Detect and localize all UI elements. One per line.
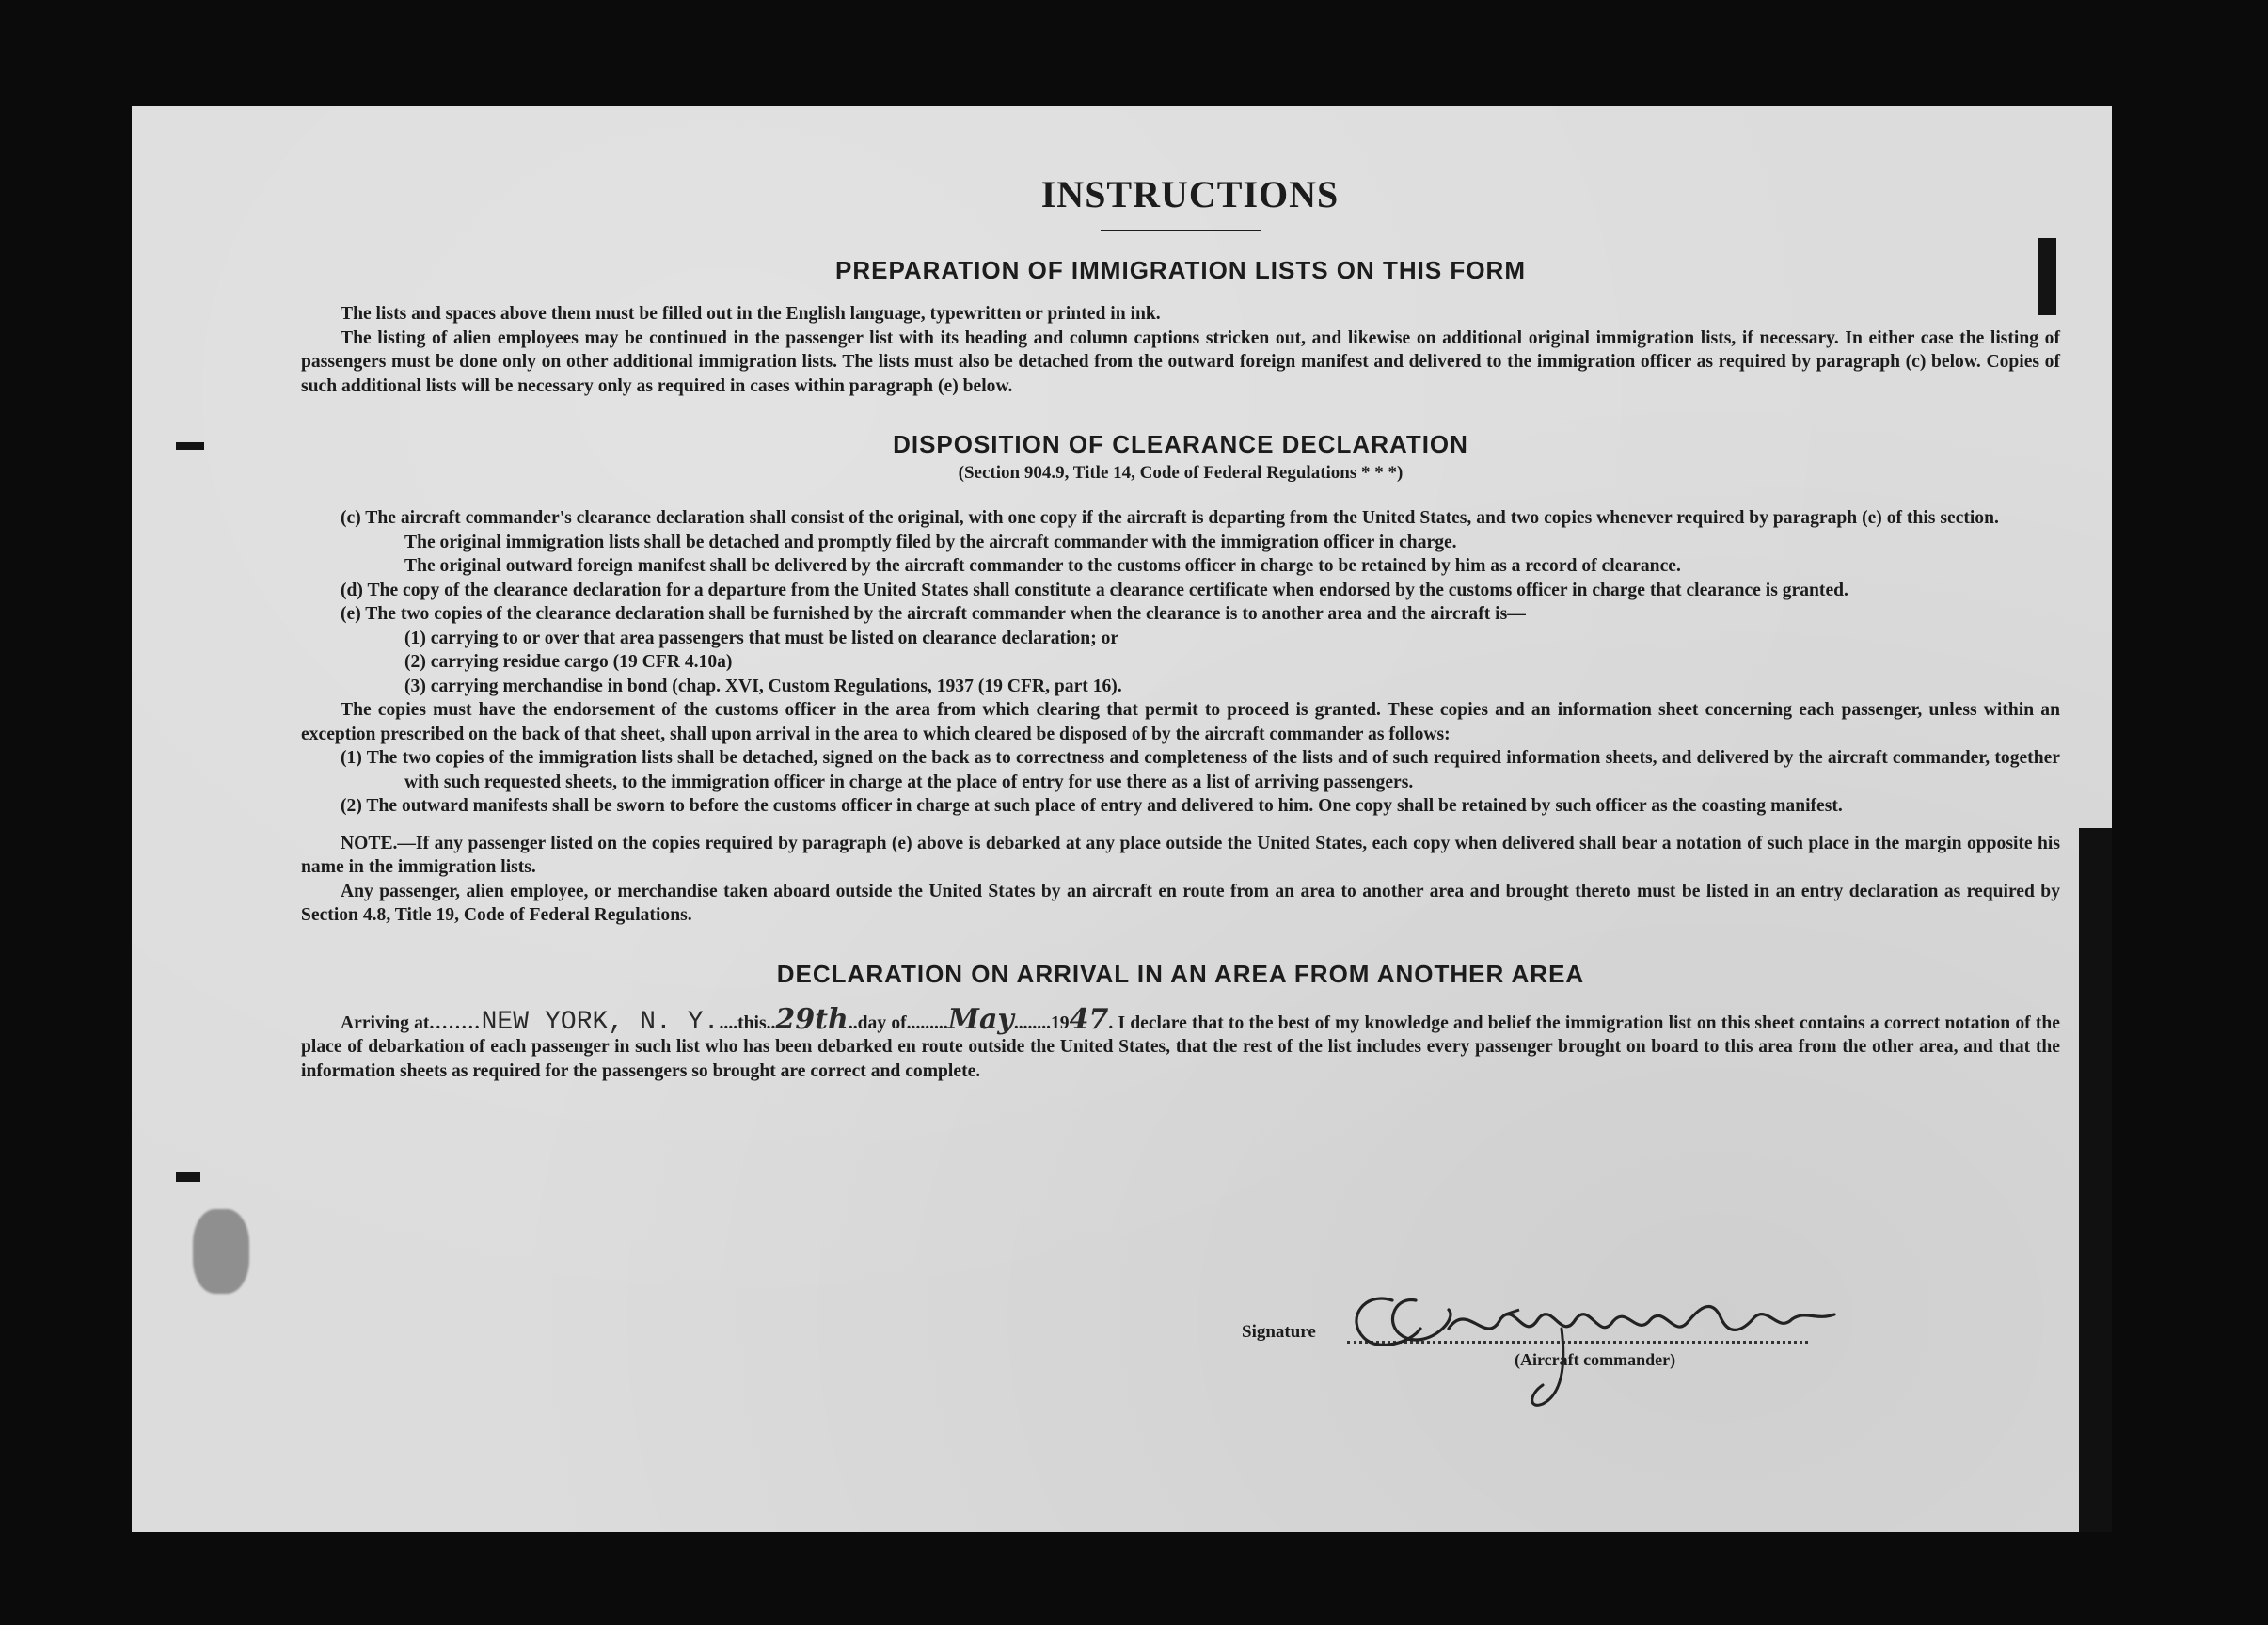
- paragraph-e-2: (2) carrying residue cargo (19 CFR 4.10a): [404, 652, 733, 672]
- paragraph-english-language: The lists and spaces above them must be filled out in the English language, typewritten or printed in ink.: [341, 304, 1161, 324]
- paragraph-c-immigration-lists: The original immigration lists shall be detached and promptly filed by the aircraft commander with the immigration officer in charge.: [404, 532, 1457, 552]
- paragraph-e: (e) The two copies of the clearance declaration shall be furnished by the aircraft commander when the clearance is to another area and the aircraft is—: [341, 604, 1526, 624]
- document-page: [132, 106, 2112, 1532]
- title-divider: [1101, 230, 1261, 231]
- day-of-label: day of: [857, 1012, 907, 1033]
- signature-label: Signature: [1242, 1322, 1316, 1342]
- section-heading-declaration: DECLARATION ON ARRIVAL IN AN AREA FROM ANOTHER AREA: [776, 959, 1585, 988]
- paragraph-any-passenger: Any passenger, alien employee, or merchandise taken aboard outside the United States by an aircraft en route from an area to another area and brought thereto must be listed in an entry declaration as required by Section 4.8, Title 19, Code of Federal Regulations.: [301, 881, 2060, 925]
- paragraph-d: (d) The copy of the clearance declaration for a departure from the United States shall constitute a clearance certificate when endorsed by the customs officer in charge that clearance is granted.: [341, 580, 1848, 600]
- torn-edge-mark: [2038, 238, 2056, 315]
- signature-caption: (Aircraft commander): [1515, 1350, 1676, 1369]
- paragraph-disposal-2: (2) The outward manifests shall be sworn to before the customs officer in charge at such place of entry and delivered to him. One copy shall be retained by such officer as the coasting manifest.: [341, 796, 1843, 816]
- handwritten-signature: [1326, 1263, 1853, 1423]
- section-subheading-regulation: (Section 904.9, Title 14, Code of Federal Regulations * * *): [958, 463, 1404, 483]
- this-label: this: [737, 1012, 767, 1033]
- year-prefix: 19: [1051, 1012, 1070, 1033]
- declaration-text: I declare that to the best of my knowledge and belief the immigration list on this sheet contains a correct notation of the place of debarkation of each passenger in such list who has been debarked en route outside the United States, that the rest of the list includes every passenger brought on board to this area from the other area, and that the information sheets as required for the passengers so brought are correct and complete.: [301, 1012, 2060, 1081]
- ink-smudge: [193, 1209, 249, 1294]
- instructions-content: [301, 172, 2060, 1083]
- paragraph-disposal-1: (1) The two copies of the immigration lists shall be detached, signed on the back as to correctness and completeness of the lists and of such required information sheets, and delivered by the aircraft commander, together with such requested sheets, to the immigration officer in charge at the place of entry for use there as a list of arriving passengers.: [341, 748, 2060, 792]
- section-heading-preparation: PREPARATION OF IMMIGRATION LISTS ON THIS FORM: [835, 256, 1526, 284]
- paragraph-copies-endorsement: The copies must have the endorsement of the customs officer in the area from which clearing that permit to proceed is granted. These copies and an information sheet concerning each passenger, unless within an exception prescribed on the back of that sheet, shall upon arrival in the area to which cleared be disposed of by the aircraft commander as follows:: [301, 700, 2060, 744]
- binder-mark: [176, 1172, 200, 1182]
- arrival-month-value: May: [947, 1002, 1014, 1036]
- paragraph-note: NOTE.—If any passenger listed on the copies required by paragraph (e) above is debarked at any place outside the United States, each copy when delivered shall bear a notation of such place in the margin opposite his name in the immigration lists.: [301, 833, 2060, 877]
- arriving-at-label: Arriving at: [341, 1012, 430, 1033]
- page-title: INSTRUCTIONS: [1040, 173, 1340, 215]
- arrival-year-value: 47: [1069, 1002, 1109, 1036]
- arrival-declaration: Arriving at........NEW YORK, N. Y.....this..29th..day of.........May........1947. I declare that to the best of my knowledge and belief the immigration list on this sheet contains a correct notation of the place of debarkation of each passenger in such list who has been debarked en route outside the United States, that the rest of the list includes every passenger brought on board to this area from the other area, and that the information sheets as required for the passengers so brought are correct and complete.: [301, 1002, 2060, 1081]
- paragraph-e-3: (3) carrying merchandise in bond (chap. XVI, Custom Regulations, 1937 (19 CFR, part 16).: [404, 676, 1122, 696]
- paragraph-c-foreign-manifest: The original outward foreign manifest shall be delivered by the aircraft commander to the customs officer in charge to be retained by him as a record of clearance.: [404, 556, 1681, 576]
- paragraph-c: (c) The aircraft commander's clearance declaration shall consist of the original, with one copy if the aircraft is departing from the United States, and two copies whenever required by paragraph (e) of this section.: [341, 508, 1999, 528]
- signature-block: [1242, 1305, 1900, 1409]
- binder-mark: [176, 442, 204, 450]
- torn-edge-shadow: [2079, 828, 2112, 1532]
- paragraph-alien-employees: The listing of alien employees may be continued in the passenger list with its heading and column captions stricken out, and likewise on additional original immigration lists, if necessary. In either case the listing of passengers must be done only on other additional immigration lists. The lists must also be detached from the outward foreign manifest and delivered to the immigration officer as required by paragraph (c) below. Copies of such additional lists will be necessary only as required in cases within paragraph (e) below.: [301, 327, 2060, 396]
- arrival-day-value: 29th: [775, 1002, 849, 1036]
- paragraph-e-1: (1) carrying to or over that area passengers that must be listed on clearance declaration; or: [404, 628, 1119, 648]
- section-heading-disposition: DISPOSITION OF CLEARANCE DECLARATION: [893, 430, 1468, 458]
- arrival-place-value: NEW YORK, N. Y.: [481, 1007, 720, 1037]
